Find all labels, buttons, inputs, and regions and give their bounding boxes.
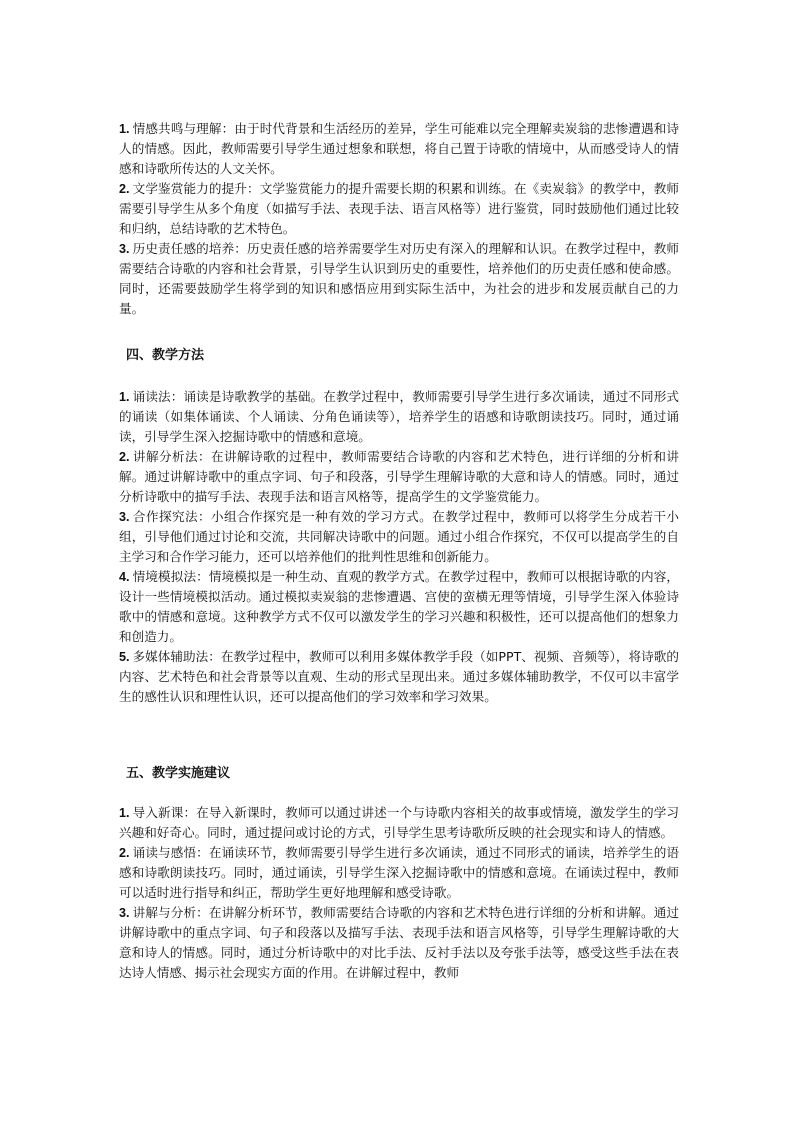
paragraph-item: 2. 诵读与感悟：在诵读环节，教师需要引导学生进行多次诵读，通过不同形式的诵读，培养学生的语感和诗歌朗读技巧。同时，通过诵读，引导学生深入挖掘诗歌中的情感和意境。在诵读过程中，教师可以适时进行指导和纠正，帮助学生更好地理解和感受诗歌。 (119, 845, 679, 900)
paragraph-item: 3. 历史责任感的培养：历史责任感的培养需要学生对历史有深入的理解和认识。在教学过程中，教师需要结合诗歌的内容和社会背景，引导学生认识到历史的重要性，培养他们的历史责任感和使命感。同时，还需要鼓励学生将学到的知识和感悟应用到实际生活中，为社会的进步和发展贡献自己的力量。 (119, 241, 679, 316)
difficulties-section (119, 119, 679, 319)
teaching-methods-section (119, 387, 679, 707)
paragraph-item: 1. 诵读法：诵读是诗歌教学的基础。在教学过程中，教师需要引导学生进行多次诵读，通过不同形式的诵读（如集体诵读、个人诵读、分角色诵读等），培养学生的语感和诗歌朗读技巧。同时，通过诵读，引导学生深入挖掘诗歌中的情感和意境。 (119, 389, 679, 444)
paragraph-item: 4. 情境模拟法：情境模拟是一种生动、直观的教学方式。在教学过程中，教师可以根据诗歌的内容，设计一些情境模拟活动。通过模拟卖炭翁的悲惨遭遇、宫使的蛮横无理等情境，引导学生深入体验诗歌中的情感和意境。这种教学方式不仅可以激发学生的学习兴趣和积极性，还可以提高他们的想象力和创造力。 (119, 569, 679, 644)
paragraph-item: 1. 情感共鸣与理解：由于时代背景和生活经历的差异，学生可能难以完全理解卖炭翁的悲惨遭遇和诗人的情感。因此，教师需要引导学生通过想象和联想，将自己置于诗歌的情境中，从而感受诗人的情感和诗歌所传达的人文关怀。 (119, 121, 679, 176)
section-heading-teaching-methods: 四、教学方法 (126, 348, 205, 363)
paragraph-item: 2. 讲解分析法：在讲解诗歌的过程中，教师需要结合诗歌的内容和艺术特色，进行详细的分析和讲解。通过讲解诗歌中的重点字词、句子和段落，引导学生理解诗歌的大意和诗人的情感。同时，通过分析诗歌中的描写手法、表现手法和语言风格等，提高学生的文学鉴赏能力。 (119, 449, 679, 504)
paragraph-item: 3. 合作探究法：小组合作探究是一种有效的学习方式。在教学过程中，教师可以将学生分成若干小组，引导他们通过讨论和交流，共同解决诗歌中的问题。通过小组合作探究，不仅可以提高学生的自主学习和合作学习能力，还可以培养他们的批判性思维和创新能力。 (119, 509, 679, 564)
paragraph-item: 3. 讲解与分析：在讲解分析环节，教师需要结合诗歌的内容和艺术特色进行详细的分析和讲解。通过讲解诗歌中的重点字词、句子和段落以及描写手法、表现手法和语言风格等，引导学生理解诗歌的大意和诗人的情感。同时，通过分析诗歌中的对比手法、反衬手法以及夸张手法等，感受这些手法在表达诗人情感、揭示社会现实方面的作用。在讲解过程中，教师 (119, 905, 679, 980)
paragraph-item: 5. 多媒体辅助法：在教学过程中，教师可以利用多媒体教学手段（如PPT、视频、音频等），将诗歌的内容、艺术特色和社会背景等以直观、生动的形式呈现出来。通过多媒体辅助教学，不仅可以丰富学生的感性认识和理性认识，还可以提高他们的学习效率和学习效果。 (119, 649, 679, 704)
implementation-section (119, 803, 679, 983)
section-heading-implementation: 五、教学实施建议 (126, 766, 231, 781)
paragraph-item: 2. 文学鉴赏能力的提升：文学鉴赏能力的提升需要长期的积累和训练。在《卖炭翁》的教学中，教师需要引导学生从多个角度（如描写手法、表现手法、语言风格等）进行鉴赏，同时鼓励他们通过比较和归纳，总结诗歌的艺术特色。 (119, 181, 679, 236)
paragraph-item: 1. 导入新课：在导入新课时，教师可以通过讲述一个与诗歌内容相关的故事或情境，激发学生的学习兴趣和好奇心。同时，通过提问或讨论的方式，引导学生思考诗歌所反映的社会现实和诗人的情感。 (119, 805, 679, 840)
